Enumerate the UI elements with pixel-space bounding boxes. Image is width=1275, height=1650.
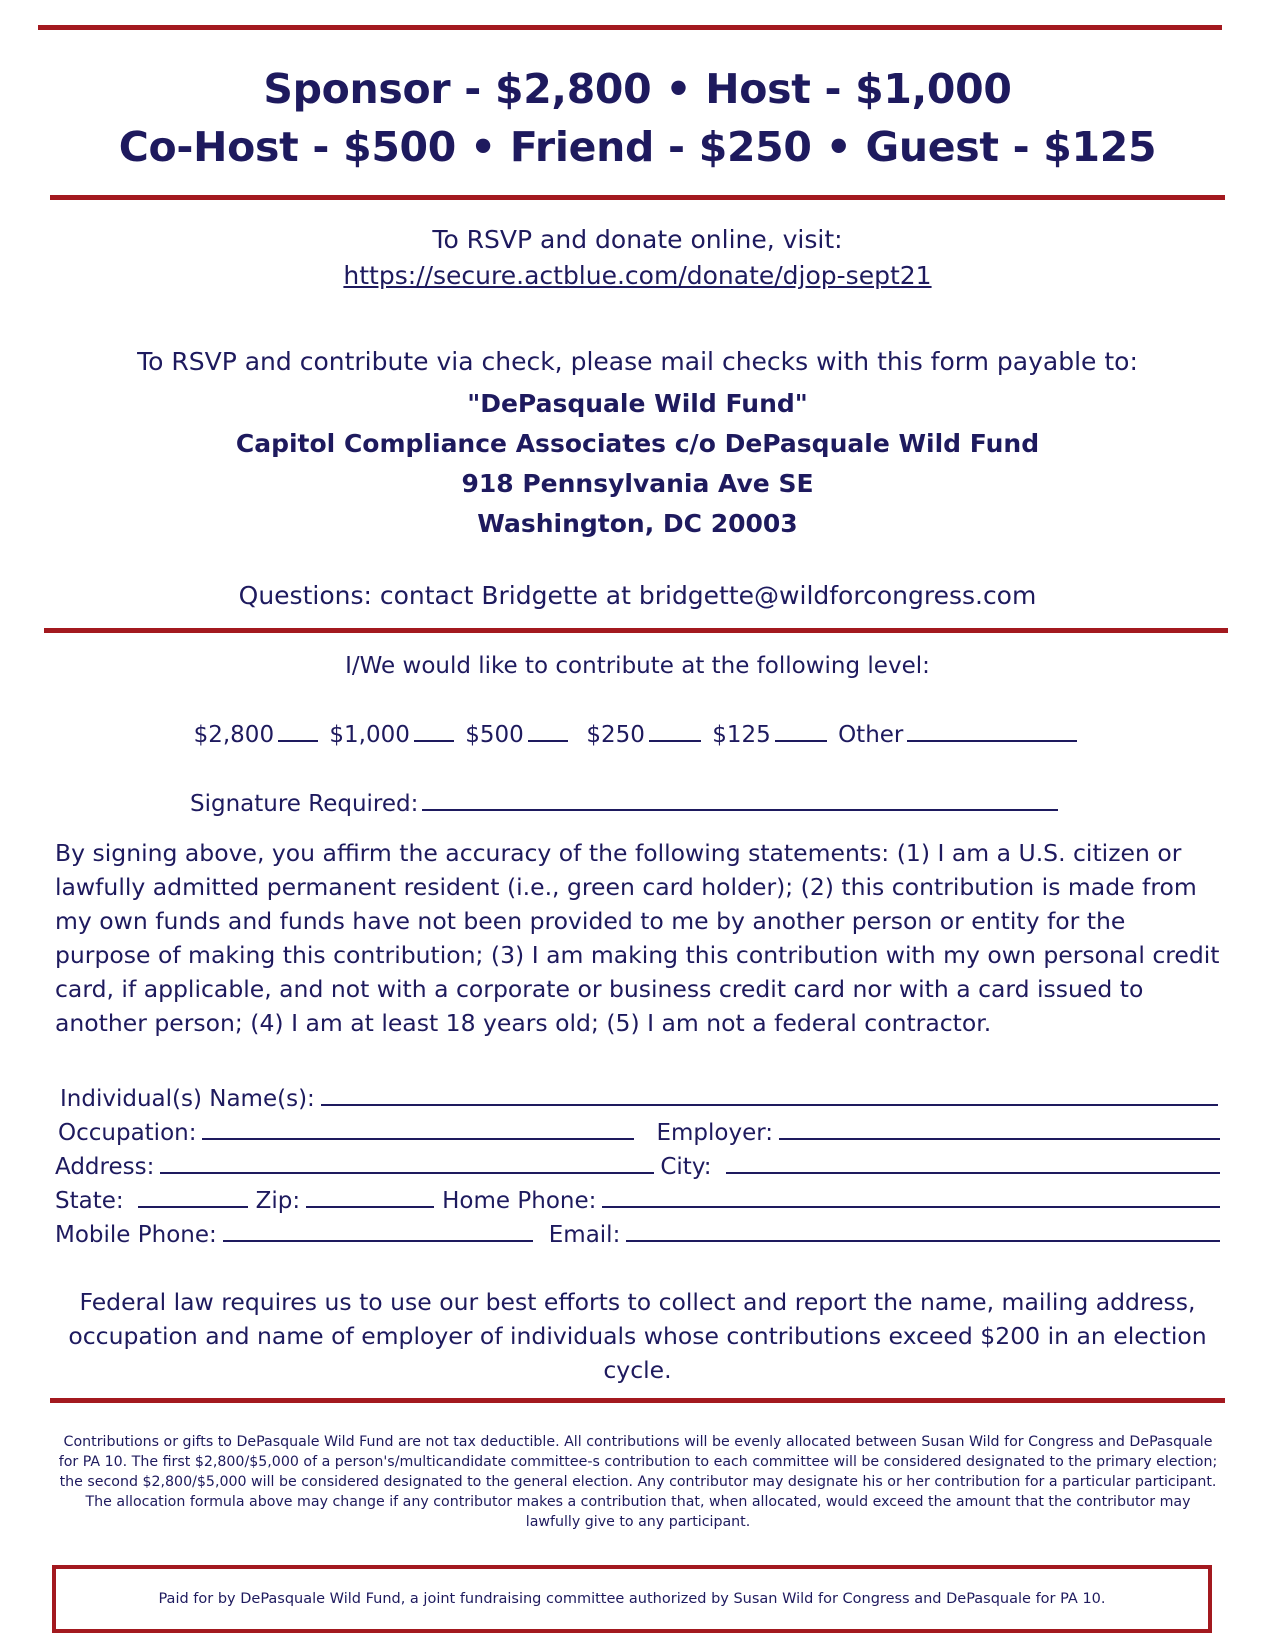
state-label: State: bbox=[55, 1188, 124, 1214]
federal-law-notice: Federal law requires us to use our best efforts to collect and report the name, mailing address, occupation and name of employer of individuals whose contributions exceed $200 in an election cycle. bbox=[68, 1288, 1207, 1384]
mobile-phone-label: Mobile Phone: bbox=[55, 1222, 217, 1248]
option-1000-blank[interactable] bbox=[414, 718, 454, 742]
check-intro: To RSVP and contribute via check, please mail checks with this form payable to: bbox=[137, 347, 1138, 376]
state-input-line[interactable] bbox=[138, 1186, 248, 1208]
divider-after-levels bbox=[50, 195, 1225, 200]
option-other-label: Other bbox=[838, 722, 904, 748]
levels-heading bbox=[0, 60, 1275, 176]
address-input-line[interactable] bbox=[160, 1152, 654, 1174]
option-250-label: $250 bbox=[586, 722, 645, 748]
field-row-address bbox=[55, 1150, 1220, 1184]
field-row-occupation bbox=[58, 1116, 1220, 1150]
paid-for-box bbox=[52, 1565, 1212, 1633]
address-line-1: Capitol Compliance Associates c/o DePasquale Wild Fund bbox=[235, 429, 1040, 458]
field-row-mobile bbox=[55, 1218, 1220, 1252]
option-500-label: $500 bbox=[465, 722, 524, 748]
name-input-line[interactable] bbox=[321, 1084, 1218, 1106]
online-intro: To RSVP and donate online, visit: bbox=[432, 225, 843, 254]
top-divider bbox=[38, 25, 1222, 30]
home-phone-label: Home Phone: bbox=[442, 1188, 597, 1214]
divider-after-questions bbox=[44, 628, 1228, 633]
option-other-blank[interactable] bbox=[907, 718, 1077, 742]
option-125-blank[interactable] bbox=[775, 718, 827, 742]
occupation-label: Occupation: bbox=[58, 1120, 197, 1146]
field-row-name bbox=[60, 1082, 1218, 1116]
levels-line-2: Co-Host - $500 • Friend - $250 • Guest - $125 bbox=[118, 123, 1157, 171]
zip-label: Zip: bbox=[255, 1188, 301, 1214]
zip-input-line[interactable] bbox=[306, 1186, 434, 1208]
signature-blank[interactable] bbox=[422, 787, 1058, 811]
name-label: Individual(s) Name(s): bbox=[60, 1086, 315, 1112]
field-row-state bbox=[55, 1184, 1220, 1218]
option-250-blank[interactable] bbox=[649, 718, 701, 742]
divider-after-law bbox=[50, 1398, 1225, 1403]
online-rsvp bbox=[0, 222, 1275, 294]
option-500-blank[interactable] bbox=[528, 718, 568, 742]
home-phone-input-line[interactable] bbox=[602, 1186, 1220, 1208]
levels-line-1: Sponsor - $2,800 • Host - $1,000 bbox=[263, 65, 1012, 113]
email-input-line[interactable] bbox=[626, 1220, 1220, 1242]
paid-for-text: Paid for by DePasquale Wild Fund, a joint fundraising committee authorized by Susan Wild for Congress and DePasquale for PA 10. bbox=[158, 1591, 1106, 1607]
affirmation-text: By signing above, you affirm the accuracy of the following statements: (1) I am a U.S. citizen or lawfully admitted permanent resident (i.e., green card holder); (2) this contribution is made from my own funds and funds have not been provided to me by another person or entity for the purpose of making this contribution; (3) I am making this contribution with my own personal credit card, if applicable, and not with a corporate or business credit card nor with a card issued to another person; (4) I am at least 18 years old; (5) I am not a federal contractor. bbox=[55, 839, 1220, 1037]
mobile-phone-input-line[interactable] bbox=[223, 1220, 533, 1242]
email-label: Email: bbox=[548, 1222, 621, 1248]
contribution-heading: I/We would like to contribute at the following level: bbox=[345, 653, 930, 679]
occupation-input-line[interactable] bbox=[202, 1118, 634, 1140]
questions-contact: Questions: contact Bridgette at bridgette@wildforcongress.com bbox=[238, 581, 1037, 610]
signature-label: Signature Required: bbox=[190, 791, 419, 817]
city-label: City: bbox=[660, 1154, 712, 1180]
city-input-line[interactable] bbox=[726, 1152, 1220, 1174]
signature-row bbox=[190, 787, 1090, 820]
option-2800-blank[interactable] bbox=[278, 718, 318, 742]
payee: "DePasquale Wild Fund" bbox=[467, 389, 808, 418]
contribution-disclaimer: Contributions or gifts to DePasquale Wild Fund are not tax deductible. All contributions will be evenly allocated between Susan Wild for Congress and DePasquale for PA 10. The first $2,800/$5,000 of a person's/multicandidate committee-s contribution to each committee will be considered designated to the primary election; the second $2,800/$5,000 will be considered designated to the general election. Any contributor may designate his or her contribution for a particular participant. The allocation formula above may change if any contributor makes a contribution that, when allocated, would exceed the amount that the contributor may lawfully give to any participant. bbox=[58, 1434, 1218, 1530]
employer-input-line[interactable] bbox=[779, 1118, 1220, 1140]
check-rsvp bbox=[0, 344, 1275, 380]
employer-label: Employer: bbox=[656, 1120, 774, 1146]
donate-link[interactable]: https://secure.actblue.com/donate/djop-sept21 bbox=[343, 261, 932, 290]
address-line-3: Washington, DC 20003 bbox=[477, 509, 798, 538]
address-label: Address: bbox=[55, 1154, 155, 1180]
address-line-2: 918 Pennsylvania Ave SE bbox=[461, 469, 814, 498]
contribution-options bbox=[0, 718, 1275, 751]
mailing-address bbox=[0, 384, 1275, 544]
option-125-label: $125 bbox=[712, 722, 771, 748]
option-1000-label: $1,000 bbox=[329, 722, 410, 748]
option-2800-label: $2,800 bbox=[193, 722, 275, 748]
